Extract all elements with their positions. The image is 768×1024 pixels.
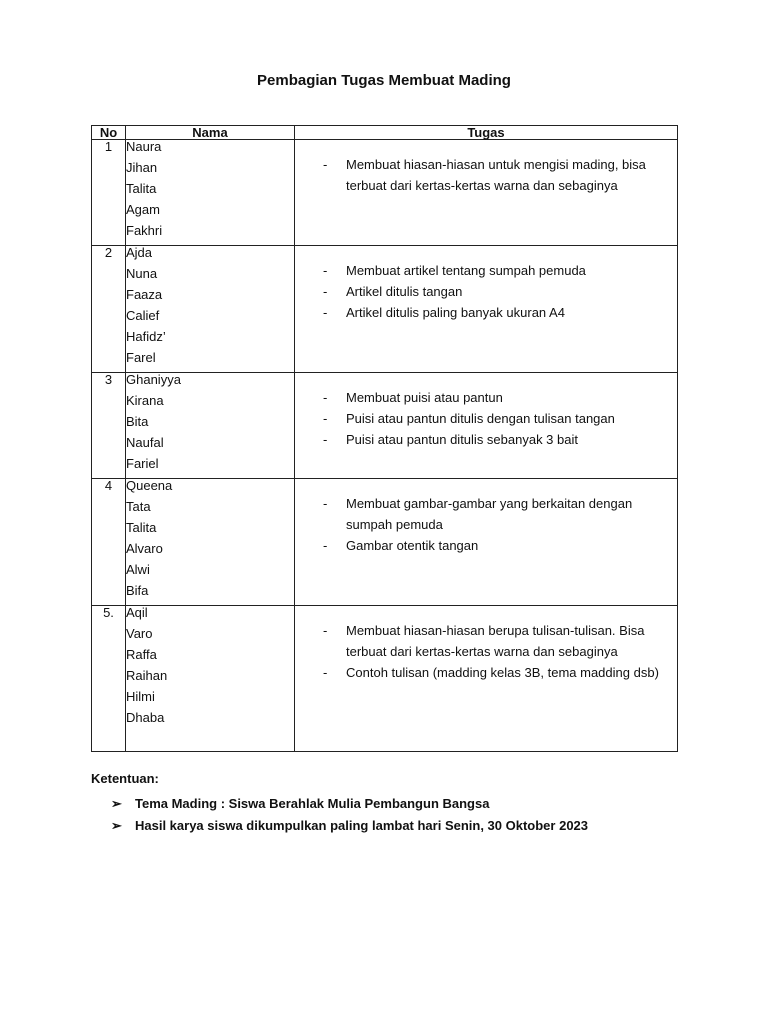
header-nama: Nama — [126, 126, 295, 140]
task-item — [295, 154, 677, 196]
student-name: Agam — [126, 202, 160, 217]
task-list — [295, 493, 677, 556]
student-name: Bita — [126, 414, 149, 429]
student-name: Naufal — [126, 435, 164, 450]
task-list — [295, 260, 677, 323]
task-text: Puisi atau pantun ditulis sebanyak 3 bait — [346, 432, 578, 447]
ketentuan-list — [111, 793, 588, 837]
task-text: Puisi atau pantun ditulis dengan tulisan tangan — [346, 411, 615, 426]
tasks-cell — [295, 373, 678, 479]
student-name: Ghaniyya — [126, 372, 181, 387]
dash-bullet: - — [323, 284, 328, 299]
student-name: Naura — [126, 139, 162, 154]
task-table — [91, 125, 678, 752]
task-item — [295, 620, 677, 662]
row-number: 5. — [92, 606, 126, 752]
task-text: Membuat hiasan-hiasan untuk mengisi mading, bisa terbuat dari kertas-kertas warna dan sebaginya — [346, 157, 646, 193]
tasks-cell — [295, 140, 678, 246]
task-item — [295, 387, 677, 408]
row-number: 3 — [92, 373, 126, 479]
task-text: Artikel ditulis tangan — [346, 284, 463, 299]
arrow-bullet-icon: ➢ — [111, 796, 122, 811]
names-cell — [126, 373, 295, 479]
tasks-cell — [295, 246, 678, 373]
task-text: Membuat puisi atau pantun — [346, 390, 503, 405]
task-item — [295, 302, 677, 323]
student-name: Ajda — [126, 245, 153, 260]
names-cell — [126, 479, 295, 606]
tasks-cell — [295, 606, 678, 752]
task-item — [295, 535, 677, 556]
table-header-row — [92, 126, 678, 140]
row-number: 1 — [92, 140, 126, 246]
dash-bullet: - — [323, 496, 328, 511]
student-name: Calief — [126, 308, 160, 323]
names-cell — [126, 246, 295, 373]
task-text: Gambar otentik tangan — [346, 538, 479, 553]
student-name: Alvaro — [126, 541, 163, 556]
student-name: Jihan — [126, 160, 158, 175]
names-cell — [126, 606, 295, 752]
task-text: Membuat hiasan-hiasan berupa tulisan-tulisan. Bisa terbuat dari kertas-kertas warna dan sebaginya — [346, 623, 645, 659]
dash-bullet: - — [323, 305, 328, 320]
student-name: Varo — [126, 626, 153, 641]
names-cell — [126, 140, 295, 246]
dash-bullet: - — [323, 263, 328, 278]
task-list — [295, 387, 677, 450]
table-row — [92, 140, 678, 246]
student-name: Hilmi — [126, 689, 155, 704]
task-item — [295, 429, 677, 450]
task-text: Artikel ditulis paling banyak ukuran A4 — [346, 305, 565, 320]
student-name: Tata — [126, 499, 151, 514]
ketentuan-text: Hasil karya siswa dikumpulkan paling lambat hari Senin, 30 Oktober 2023 — [135, 818, 589, 833]
table-row — [92, 479, 678, 606]
task-text: Membuat gambar-gambar yang berkaitan dengan sumpah pemuda — [346, 496, 633, 532]
row-number: 2 — [92, 246, 126, 373]
student-name: Talita — [126, 181, 157, 196]
task-item — [295, 493, 677, 535]
task-list — [295, 620, 677, 683]
student-name: Farel — [126, 350, 156, 365]
dash-bullet: - — [323, 665, 328, 680]
header-no: No — [92, 126, 126, 140]
student-name: Bifa — [126, 583, 149, 598]
task-item — [295, 408, 677, 429]
ketentuan-item — [111, 815, 588, 837]
student-name: Fakhri — [126, 223, 163, 238]
student-name: Raihan — [126, 668, 168, 683]
dash-bullet: - — [323, 623, 328, 638]
task-item — [295, 281, 677, 302]
student-name: Faaza — [126, 287, 163, 302]
student-name: Alwi — [126, 562, 150, 577]
task-text: Membuat artikel tentang sumpah pemuda — [346, 263, 586, 278]
dash-bullet: - — [323, 390, 328, 405]
ketentuan-item — [111, 793, 588, 815]
task-item — [295, 260, 677, 281]
task-list — [295, 154, 677, 196]
student-name: Nuna — [126, 266, 158, 281]
student-name: Raffa — [126, 647, 157, 662]
table-row — [92, 606, 678, 752]
student-name: Queena — [126, 478, 173, 493]
task-item — [295, 662, 677, 683]
dash-bullet: - — [323, 432, 328, 447]
task-text: Contoh tulisan (madding kelas 3B, tema madding dsb) — [346, 665, 659, 680]
student-name: Talita — [126, 520, 157, 535]
ketentuan-text: Tema Mading : Siswa Berahlak Mulia Pembangun Bangsa — [135, 796, 490, 811]
student-name: Hafidz’ — [126, 329, 166, 344]
student-name: Fariel — [126, 456, 159, 471]
header-tugas: Tugas — [295, 126, 678, 140]
arrow-bullet-icon: ➢ — [111, 818, 122, 833]
dash-bullet: - — [323, 538, 328, 553]
table-row — [92, 246, 678, 373]
dash-bullet: - — [323, 411, 328, 426]
student-name: Kirana — [126, 393, 164, 408]
table-row — [92, 373, 678, 479]
student-name: Dhaba — [126, 710, 165, 725]
ketentuan-label: Ketentuan: — [91, 771, 159, 786]
row-number: 4 — [92, 479, 126, 606]
tasks-cell — [295, 479, 678, 606]
page-title: Pembagian Tugas Membuat Mading — [257, 72, 511, 89]
student-name: Aqil — [126, 605, 148, 620]
dash-bullet: - — [323, 157, 328, 172]
